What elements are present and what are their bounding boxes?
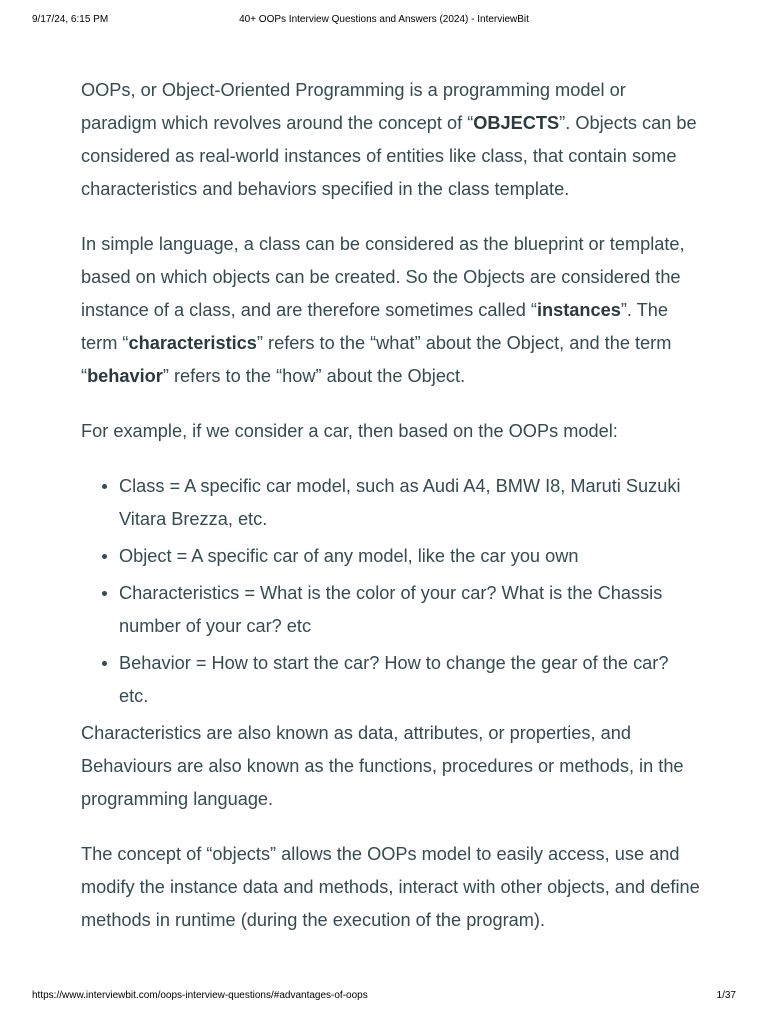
text-run: In simple language, a class can be considered as the blueprint or template, based on which objects can be created. So the Objects are considered the instance of a class, and are therefore sometimes called “ — [81, 234, 685, 320]
paragraph-oops-definition — [81, 74, 701, 206]
text-run: ” refers to the “how” about the Object. — [162, 366, 466, 386]
list-item — [119, 577, 701, 643]
list-item — [119, 540, 701, 573]
list-item-text: Behavior = How to start the car? How to change the gear of the car? etc. — [119, 653, 669, 706]
print-header — [32, 14, 736, 30]
list-item-text: Object = A specific car of any model, like the car you own — [119, 546, 579, 566]
list-item-text: Characteristics = What is the color of your car? What is the Chassis number of your car? etc — [119, 583, 663, 636]
list-item — [119, 470, 701, 536]
print-page-title: 40+ OOPs Interview Questions and Answers (2024) - InterviewBit — [239, 14, 529, 25]
bullet-icon — [102, 554, 107, 559]
print-datetime: 9/17/24, 6:15 PM — [32, 14, 109, 25]
text-run: ”. The term “ — [81, 300, 669, 353]
bold-objects: OBJECTS — [473, 113, 560, 133]
paragraph-car-example: For example, if we consider a car, then based on the OOPs model: — [81, 421, 618, 441]
text-run: ”. Objects can be considered as real-world instances of entities like class, that contain some characteristics and behaviors specified in the class template. — [81, 113, 697, 199]
text-run: ” refers to the “what” about the Object, and the term “ — [81, 333, 672, 386]
bullet-icon — [102, 661, 107, 666]
paragraph-characteristics-behaviours: Characteristics are also known as data, attributes, or properties, and Behaviours are also known as the functions, procedures or methods, in the programming language. — [81, 723, 684, 809]
paragraph-class-blueprint — [81, 228, 701, 393]
article-content — [81, 74, 701, 959]
print-footer — [32, 990, 736, 1006]
list-item-text: Class = A specific car model, such as Audi A4, BMW I8, Maruti Suzuki Vitara Brezza, etc. — [119, 476, 681, 529]
bold-characteristics: characteristics — [128, 333, 257, 353]
page-indicator: 1/37 — [716, 990, 736, 1001]
bullet-icon — [102, 484, 107, 489]
text-run: OOPs, or Object-Oriented Programming is a programming model or paradigm which revolves around the concept of “ — [81, 80, 626, 133]
bold-behavior: behavior — [87, 366, 163, 386]
print-url: https://www.interviewbit.com/oops-interview-questions/#advantages-of-oops — [32, 990, 368, 1001]
paragraph-objects-concept: The concept of “objects” allows the OOPs model to easily access, use and modify the instance data and methods, interact with other objects, and define methods in runtime (during the execution of the program). — [81, 844, 700, 930]
bullet-icon — [102, 591, 107, 596]
car-example-list — [81, 470, 701, 713]
list-item — [119, 647, 701, 713]
bold-instances: instances — [536, 300, 621, 320]
